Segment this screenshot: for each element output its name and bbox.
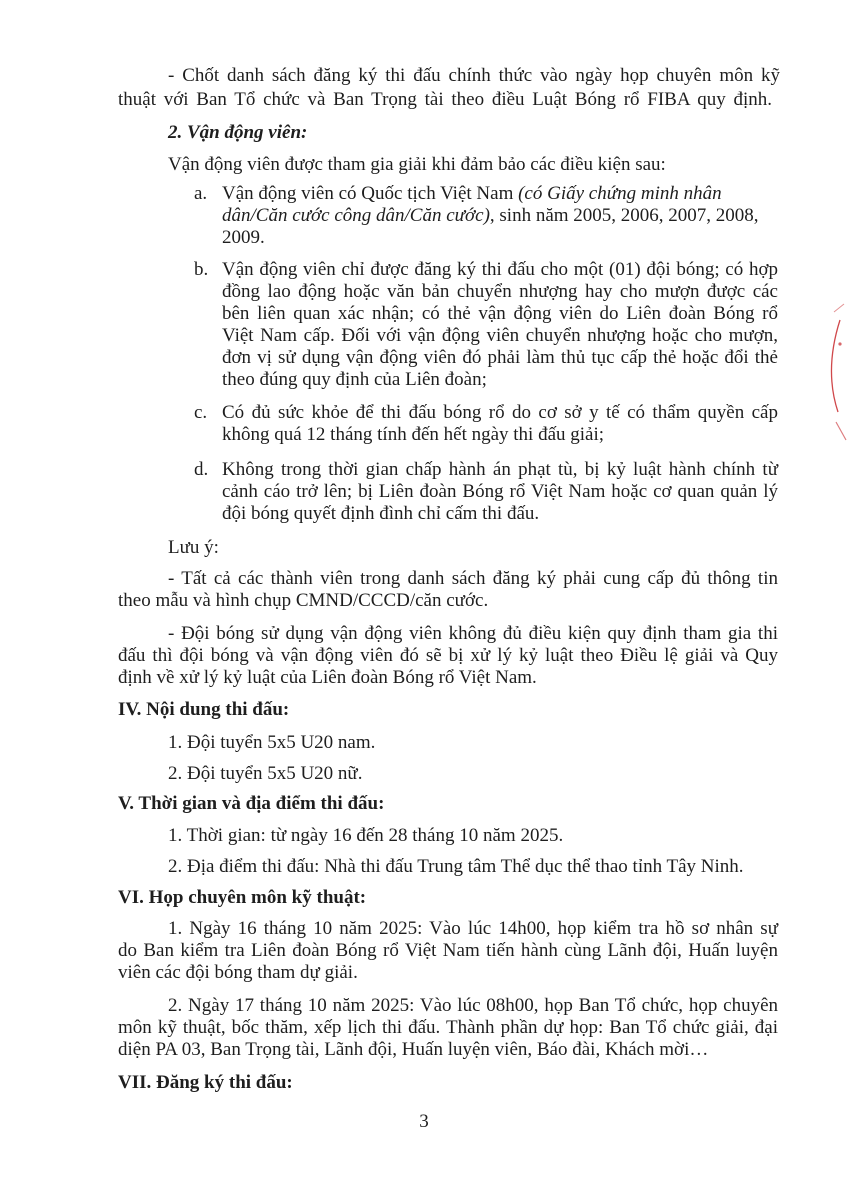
paragraph-line: môn kỹ thuật, bốc thăm, xếp lịch thi đấu. Thành phần dự họp: Ban Tổ chức giải, đại <box>118 1017 778 1038</box>
paragraph-line: diện PA 03, Ban Trọng tài, Lãnh đội, Huấn luyện viên, Báo đài, Khách mời… <box>118 1039 709 1060</box>
list-item-line: đơn vị sử dụng vận động viên đó phải làm thủ tục cấp thẻ hoặc đổi thẻ <box>222 347 778 368</box>
list-item-line <box>222 182 722 206</box>
paragraph-line: theo mẫu và hình chụp CMND/CCCD/căn cước. <box>118 590 489 611</box>
list-item-line: 2. Đội tuyển 5x5 U20 nữ. <box>168 763 363 784</box>
paragraph-line: Vận động viên được tham gia giải khi đảm bảo các điều kiện sau: <box>168 154 666 175</box>
list-item-line: cảnh cáo trở lên; bị Liên đoàn Bóng rổ Việt Nam hoặc cơ quan quản lý <box>222 481 778 502</box>
paragraph-line: - Đội bóng sử dụng vận động viên không đủ điều kiện quy định tham gia thi <box>168 623 778 644</box>
list-item-line: Có đủ sức khỏe để thi đấu bóng rổ do cơ sở y tế có thẩm quyền cấp <box>222 402 778 423</box>
text-run: , sinh năm 2005, 2006, 2007, 2008, <box>489 205 759 226</box>
paragraph-line: viên các đội bóng tham dự giải. <box>118 962 358 983</box>
list-item-line: Không trong thời gian chấp hành án phạt tù, bị kỷ luật hành chính từ <box>222 459 778 480</box>
section-heading: 2. Vận động viên: <box>168 122 308 143</box>
list-item-line: theo đúng quy định của Liên đoàn; <box>222 369 487 390</box>
text-run: Vận động viên có Quốc tịch Việt Nam <box>222 183 519 204</box>
list-marker: b. <box>194 259 209 280</box>
paragraph-line: 2. Ngày 17 tháng 10 năm 2025: Vào lúc 08h00, họp Ban Tổ chức, họp chuyên <box>168 995 778 1016</box>
paragraph-line: định về xử lý kỷ luật của Liên đoàn Bóng rổ Việt Nam. <box>118 667 537 688</box>
list-marker: d. <box>194 459 209 480</box>
list-item-line: Vận động viên chỉ được đăng ký thi đấu cho một (01) đội bóng; có hợp <box>222 259 778 280</box>
paragraph-line: thuật với Ban Tổ chức và Ban Trọng tài theo điều Luật Bóng rổ FIBA quy định. <box>118 89 772 110</box>
list-item-line: đội bóng quyết định đình chỉ cấm thi đấu. <box>222 503 540 524</box>
list-item-line: bên liên quan xác nhận; có thẻ vận động viên do Liên đoàn Bóng rổ <box>222 303 778 324</box>
paragraph-line: 1. Ngày 16 tháng 10 năm 2025: Vào lúc 14h00, họp kiểm tra hồ sơ nhân sự <box>168 918 778 939</box>
paragraph-line: - Chốt danh sách đăng ký thi đấu chính thức vào ngày họp chuyên môn kỹ <box>168 65 780 86</box>
paragraph-line: đấu thì đội bóng và vận động viên đó sẽ bị xử lý kỷ luật theo Điều lệ giải và Quy <box>118 645 778 666</box>
section-heading: V. Thời gian và địa điểm thi đấu: <box>118 793 385 814</box>
page-number: 3 <box>419 1111 429 1132</box>
list-item-line: đồng lao động hoặc văn bản chuyển nhượng hay cho mượn được các <box>222 281 778 302</box>
list-item-line: 2. Địa điểm thi đấu: Nhà thi đấu Trung tâm Thể dục thể thao tỉnh Tây Ninh. <box>168 856 744 877</box>
note-label: Lưu ý: <box>168 537 219 558</box>
section-heading: VI. Họp chuyên môn kỹ thuật: <box>118 887 367 908</box>
section-heading: IV. Nội dung thi đấu: <box>118 699 290 720</box>
section-heading: VII. Đăng ký thi đấu: <box>118 1072 293 1093</box>
paragraph-line: do Ban kiểm tra Liên đoàn Bóng rổ Việt Nam tiến hành cùng Lãnh đội, Huấn luyện <box>118 940 778 961</box>
list-item-line: không quá 12 tháng tính đến hết ngày thi đấu giải; <box>222 424 605 445</box>
red-seal-stamp-fragment <box>810 300 848 460</box>
list-item-line: 1. Đội tuyển 5x5 U20 nam. <box>168 732 376 753</box>
list-item-line: 1. Thời gian: từ ngày 16 đến 28 tháng 10 năm 2025. <box>168 825 564 846</box>
text-run-italic: dân/Căn cước công dân/Căn cước) <box>222 205 490 226</box>
list-item-line <box>222 204 759 228</box>
list-marker: a. <box>194 183 208 204</box>
paragraph-line: - Tất cả các thành viên trong danh sách đăng ký phải cung cấp đủ thông tin <box>168 568 778 589</box>
list-item-line: 2009. <box>222 227 265 248</box>
list-item-line: Việt Nam cấp. Đối với vận động viên chuyển nhượng hoặc cho mượn, <box>222 325 778 346</box>
list-marker: c. <box>194 402 208 423</box>
text-run-italic: (có Giấy chứng minh nhân <box>518 183 722 204</box>
